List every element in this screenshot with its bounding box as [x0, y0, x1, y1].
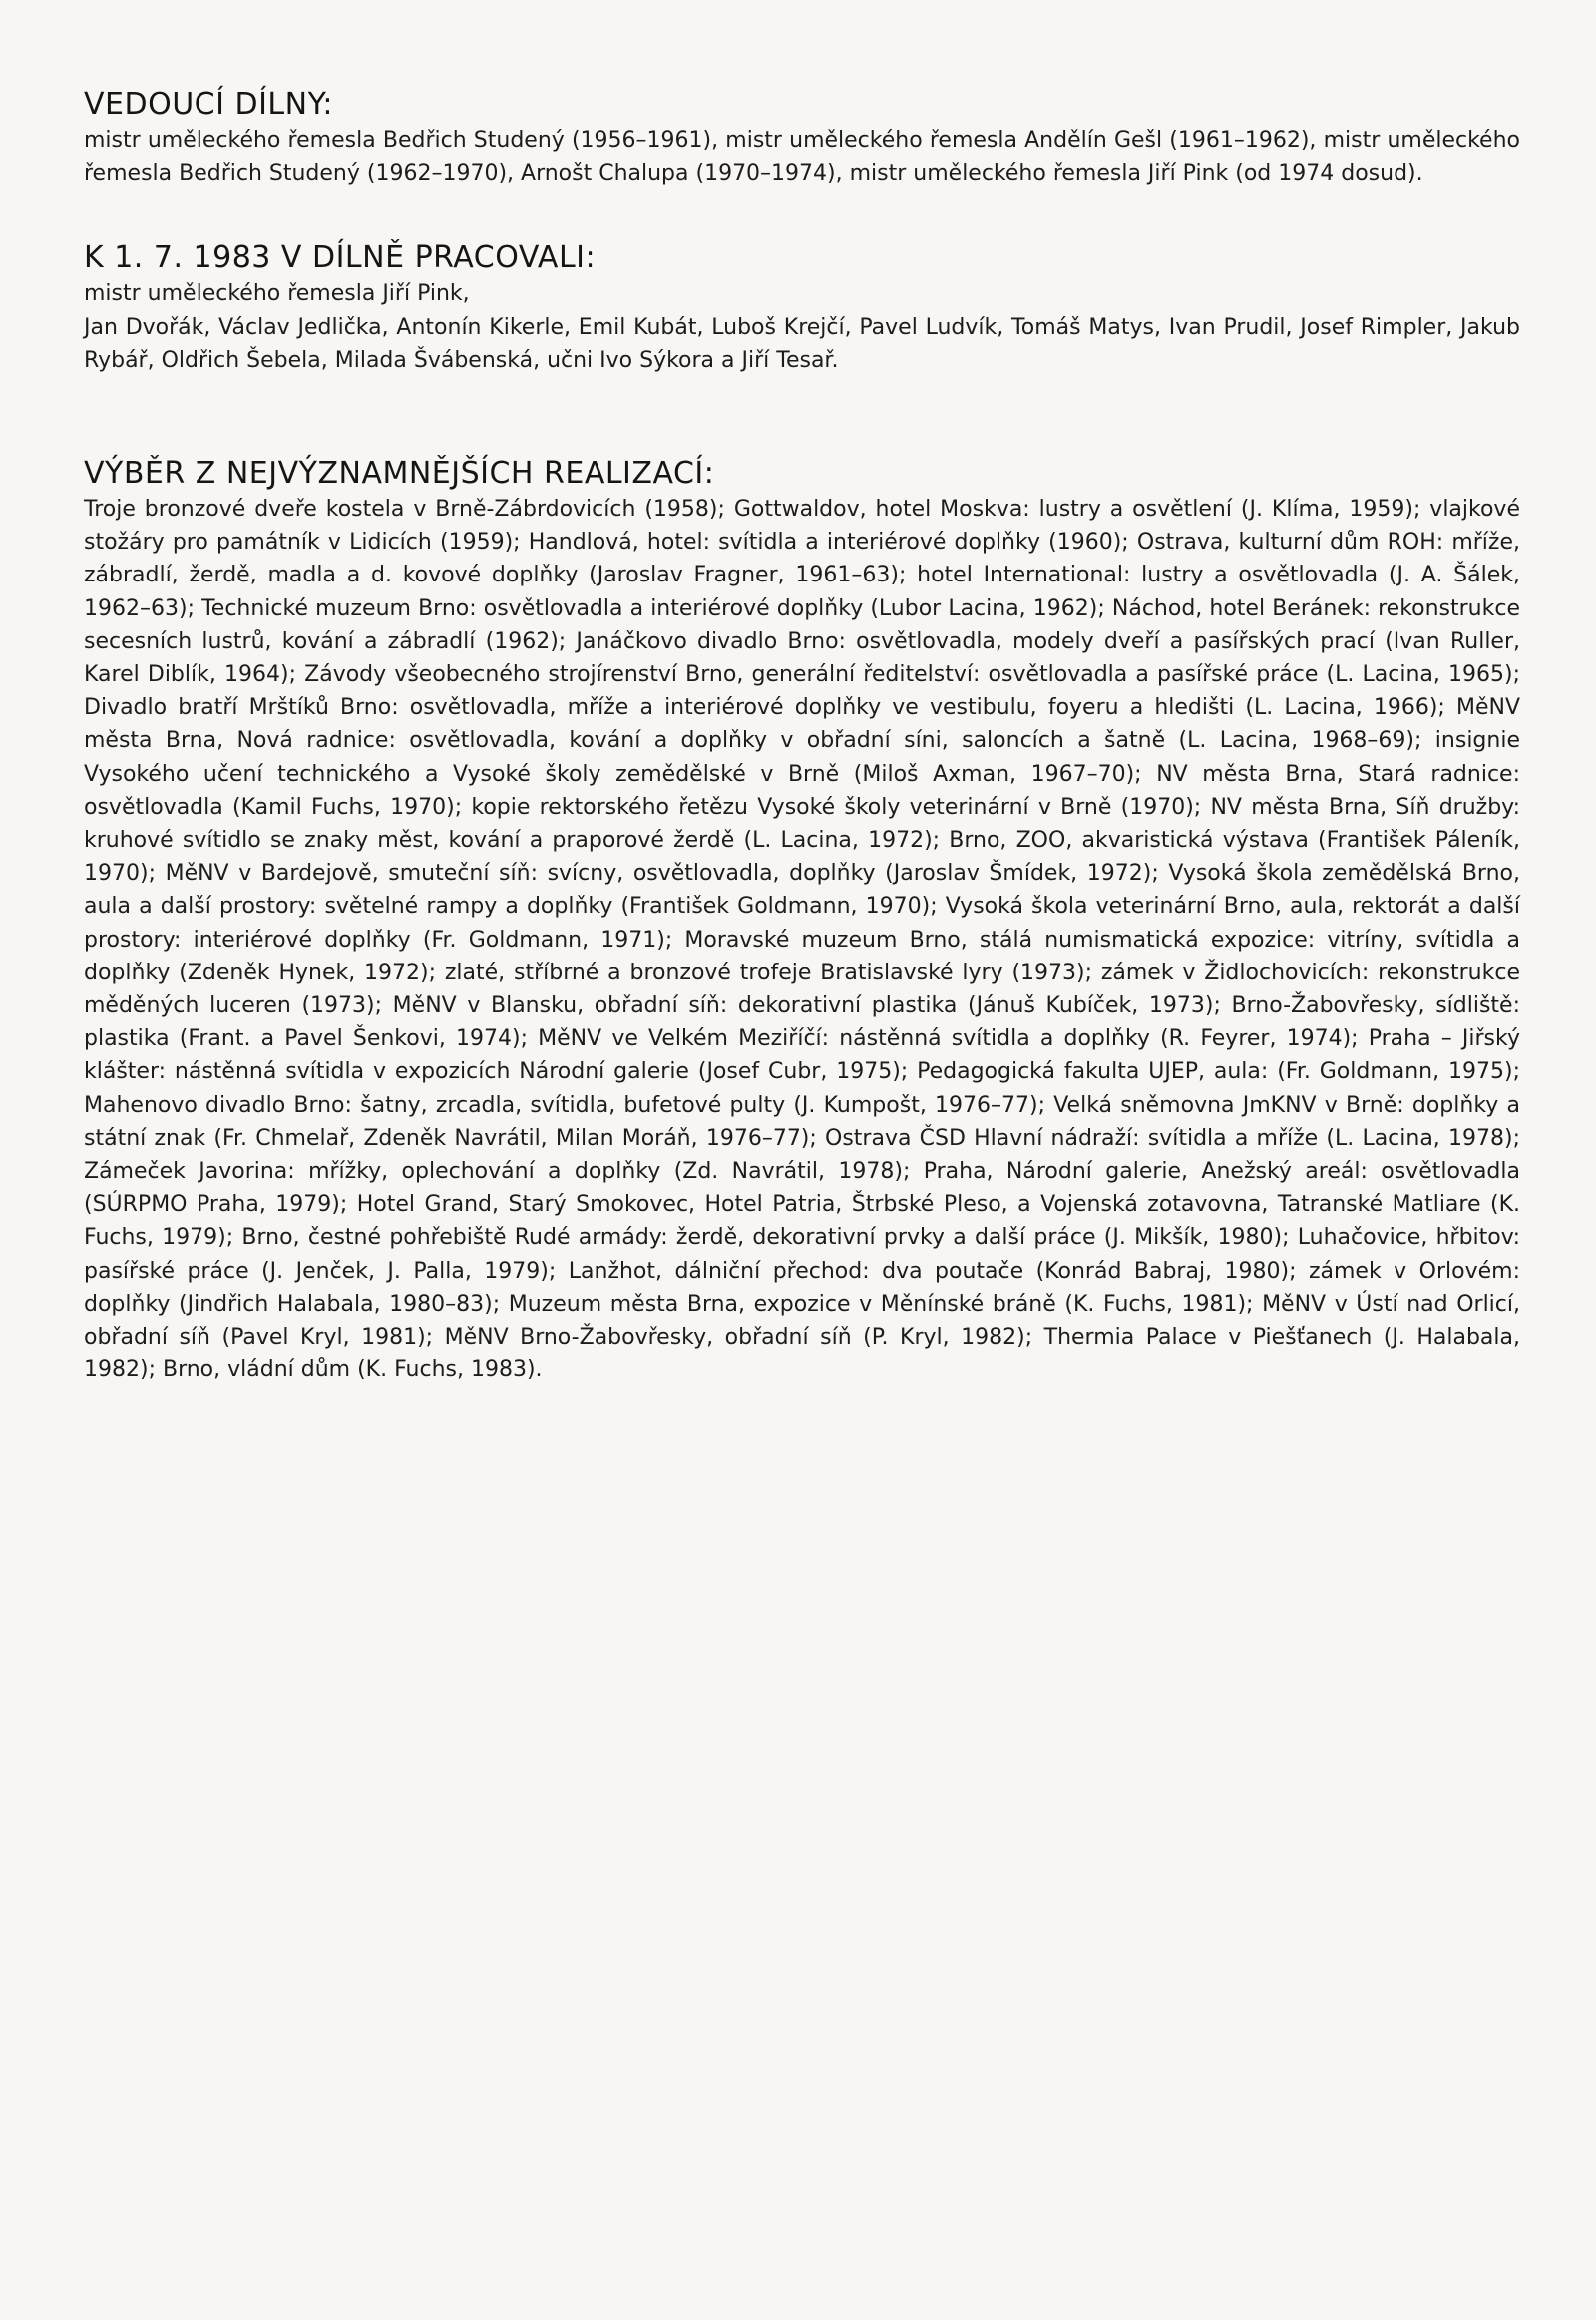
section-heading: K 1. 7. 1983 V DÍLNĚ PRACOVALI:	[84, 240, 597, 276]
section-heading: VÝBĚR Z NEJVÝZNAMNĚJŠÍCH REALIZACÍ:	[84, 456, 715, 492]
section-paragraph: mistr uměleckého řemesla Jiří Pink,	[84, 281, 470, 307]
section-workshop-heads	[84, 86, 1520, 190]
section-spacer	[84, 190, 1520, 239]
text-column	[84, 86, 1520, 1387]
section-spacer	[84, 377, 1520, 455]
section-paragraph: Jan Dvořák, Václav Jedlička, Antonín Kikerle, Emil Kubát, Luboš Krejčí, Pavel Ludvík, Tomáš Matys, Ivan Prudil, Josef Rimpler, Jakub Rybář, Oldřich Šebela, Milada Švábenská, učni Ivo Sýkora a Jiří Tesař.	[84, 314, 1520, 373]
section-paragraph: Troje bronzové dveře kostela v Brně-Zábrdovicích (1958); Gottwaldov, hotel Moskva: lustry a osvětlení (J. Klíma, 1959); vlajkové stožáry pro památník v Lidicích (1959); Handlová, hotel: svítidla a interiérové doplňky (1960); Ostrava, kulturní dům ROH: mříže, zábradlí, žerdě, madla a d. kovové doplňky (Jaroslav Fragner, 1961–63); hotel International: lustry a osvětlovadla (J. A. Šálek, 1962–63); Technické muzeum Brno: osvětlovadla a interiérové doplňky (Lubor Lacina, 1962); Náchod, hotel Beránek: rekonstrukce secesních lustrů, kování a zábradlí (1962); Janáčkovo divadlo Brno: osvětlovadla, modely dveří a pasířských prací (Ivan Ruller, Karel Diblík, 1964); Závody všeobecného strojírenství Brno, generální ředitelství: osvětlovadla a pasířské práce (L. Lacina, 1965); Divadlo bratří Mrštíků Brno: osvětlovadla, mříže a interiérové doplňky ve vestibulu, foyeru a hledišti (L. Lacina, 1966); MěNV města Brna, Nová radnice: osvětlovadla, kování a doplňky v obřadní síni, saloncích a šatně (L. Lacina, 1968–69); insignie Vysokého učení technického a Vysoké školy zemědělské v Brně (Miloš Axman, 1967–70); NV města Brna, Stará radnice: osvětlovadla (Kamil Fuchs, 1970); kopie rektorského řetězu Vysoké školy veterinární v Brně (1970); NV města Brna, Síň družby: kruhové svítidlo se znaky měst, kování a praporové žerdě (L. Lacina, 1972); Brno, ZOO, akvaristická výstava (František Páleník, 1970); MěNV v Bardejově, smuteční síň: svícny, osvětlovadla, doplňky (Jaroslav Šmídek, 1972); Vysoká škola zemědělská Brno, aula a další prostory: světelné rampy a doplňky (František Goldmann, 1970); Vysoká škola veterinární Brno, aula, rektorát a další prostory: interiérové doplňky (Fr. Goldmann, 1971); Moravské muzeum Brno, stálá numismatická expozice: vitríny, svítidla a doplňky (Zdeněk Hynek, 1972); zlaté, stříbrné a bronzové trofeje Bratislavské lyry (1973); zámek v Židlochovicích: rekonstrukce měděných luceren (1973); MěNV v Blansku, obřadní síň: dekorativní plastika (Jánuš Kubíček, 1973); Brno-Žabovřesky, sídliště: plastika (Frant. a Pavel Šenkovi, 1974); MěNV ve Velkém Meziříčí: nástěnná svítidla a doplňky (R. Feyrer, 1974); Praha – Jiřský klášter: nástěnná svítidla v expozicích Národní galerie (Josef Cubr, 1975); Pedagogická fakulta UJEP, aula: (Fr. Goldmann, 1975); Mahenovo divadlo Brno: šatny, zrcadla, svítidla, bufetové pulty (J. Kumpošt, 1976–77); Velká sněmovna JmKNV v Brně: doplňky a státní znak (Fr. Chmelař, Zdeněk Navrátil, Milan Moráň, 1976–77); Ostrava ČSD Hlavní nádraží: svítidla a mříže (L. Lacina, 1978); Zámeček Javorina: mřížky, oplechování a doplňky (Zd. Navrátil, 1978); Praha, Národní galerie, Anežský areál: osvětlovadla (SÚRPMO Praha, 1979); Hotel Grand, Starý Smokovec, Hotel Patria, Štrbské Pleso, a Vojenská zotavovna, Tatranské Matliare (K. Fuchs, 1979); Brno, čestné pohřebiště Rudé armády: žerdě, dekorativní prvky a další práce (J. Mikšík, 1980); Luhačovice, hřbitov: pasířské práce (J. Jenček, J. Palla, 1979); Lanžhot, dálniční přechod: dva poutače (Konrád Babraj, 1980); zámek v Orlovém: doplňky (Jindřich Halabala, 1980–83); Muzeum města Brna, expozice v Měnínské bráně (K. Fuchs, 1981); MěNV v Ústí nad Orlicí, obřadní síň (Pavel Kryl, 1981); MěNV Brno-Žabovřesky, obřadní síň (P. Kryl, 1982); Thermia Palace v Piešťanech (J. Halabala, 1982); Brno, vládní dům (K. Fuchs, 1983).	[84, 497, 1520, 1383]
section-realizations	[84, 455, 1520, 1386]
section-heading: VEDOUCÍ DÍLNY:	[84, 87, 334, 122]
section-workshop-staff	[84, 239, 1520, 377]
section-paragraph: mistr uměleckého řemesla Bedřich Studený (1956–1961), mistr uměleckého řemesla Andělín Gešl (1961–1962), mistr uměleckého řemesla Bedřich Studený (1962–1970), Arnošt Chalupa (1970–1974), mistr uměleckého řemesla Jiří Pink (od 1974 dosud).	[84, 128, 1520, 187]
